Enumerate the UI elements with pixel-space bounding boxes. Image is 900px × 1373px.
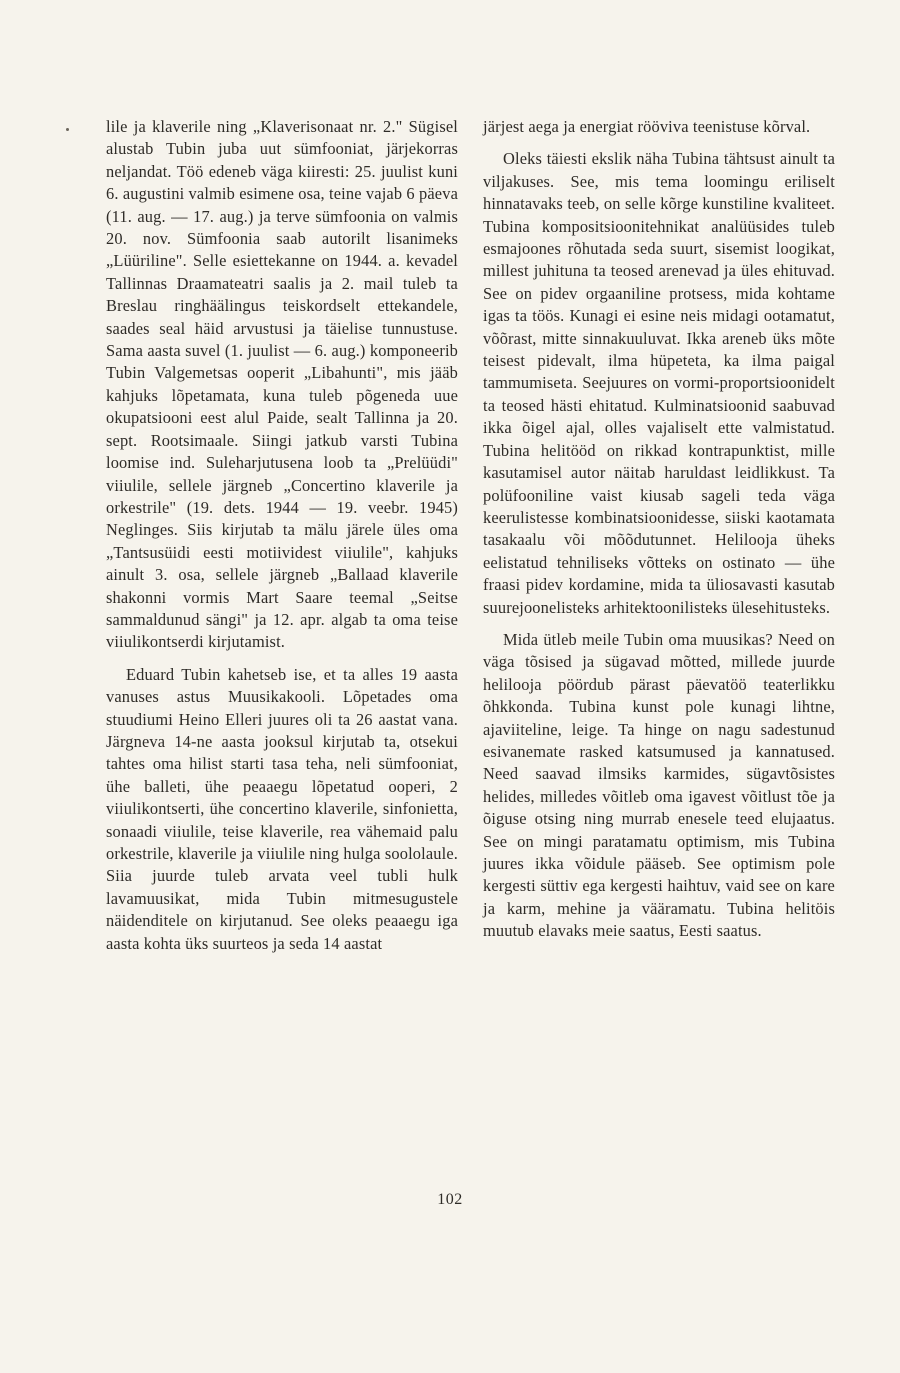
left-text-column <box>106 116 458 955</box>
right-text-column <box>483 116 835 943</box>
paragraph-left-1: lile ja klaverile ning „Klaverisonaat nr. 2." Sügisel alustab Tubin juba uut sümfooniat, järjekorras neljandat. Töö edeneb väga kiiresti: 25. juulist kuni 6. augustini valmib esimene osa, teine vajab 6 päeva (11. aug. — 17. aug.) ja terve sümfoonia on valmis 20. nov. Sümfoonia saab autorilt lisanimeks „Lüüriline". Selle esiettekanne on 1944. a. kevadel Tallinnas Draamateatri saalis ja 2. mail tuleb ta Breslau ringhäälingus teiskordselt ettekandele, saades seal häid arvustusi ja täielise tunnustuse. Sama aasta suvel (1. juulist — 6. aug.) komponeerib Tubin Valgemetsas ooperit „Libahunti", mis jääb kahjuks lõpetamata, kuna tuleb põgeneda uue okupatsiooni eest alul Paide, sealt Tallinna ja 20. sept. Rootsimaale. Siingi jatkub varsti Tubina loomise ind. Suleharjutusena loob ta „Prelüüdi" viiulile, sellele järgneb „Concertino klaverile ja orkestrile" (19. dets. 1944 — 19. veebr. 1945) Neglinges. Siis kirjutab ta mälu järele üles oma „Tantsusüidi eesti motiividest viiulile", kahjuks ainult 3. osa, sellele järgneb „Ballaad klaverile shakonni vormis Mart Saare teemal „Seitse sammaldunud sängi" ja 12. apr. algab ta oma teise viiulikontserdi kirjutamist. <box>106 117 458 652</box>
paragraph-right-2: Oleks täiesti ekslik näha Tubina tähtsust ainult ta viljakuses. See, mis tema loomingu eriliselt hinnatavaks teeb, on selle kõrge kunstiline kvaliteet. Tubina kompositsioonitehnikat analüüsides tuleb esmajoones rõhutada seda suurt, sisemist loogikat, millest juhituna ta teosed arenevad ja üles ehituvad. See on pidev orgaaniline protsess, mida kohtame igas ta töös. Kunagi ei esine neis midagi ootamatut, võõrast, mitte sinnakuuluvat. Ikka areneb üks mõte teisest pidevalt, ilma hüpeteta, ka ilma paigal tammumiseta. Seejuures on vormi-proportsioonidelt ta teosed hästi ehitatud. Kulminatsioonid saabuvad ikka õigel ajal, olles vajaliselt ette valmistatud. Tubina helitööd on rikkad kontrapunktist, mille kasutamisel autor näitab haruldast leidlikkust. Ta polüfooniline vaist kiusab sageli teda väga keerulistesse kombinatsioonidesse, siiski kaotamata tasakaalu või mõõdutunnet. Helilooja üheks eelistatud tehniliseks võtteks on ostinato — ühe fraasi pidev kordamine, mida ta üliosavasti kasutab suurejoonelisteks arhitektoonilisteks ülesehitusteks. <box>483 149 835 617</box>
paragraph-right-1: järjest aega ja energiat rööviva teenistuse kõrval. <box>483 117 811 136</box>
page-number: 102 <box>437 1191 463 1208</box>
paragraph-left-2: Eduard Tubin kahetseb ise, et ta alles 19 aasta vanuses astus Muusikakooli. Lõpetades oma stuudiumi Heino Elleri juures oli ta 26 aastat vana. Järgneva 14-ne aasta jooksul kirjutab ta, otsekui tahtes oma hilist starti tasa teha, neli sümfooniat, ühe balleti, ühe peaaegu lõpetatud ooperi, 2 viiulikontserti, ühe concertino klaverile, sinfonietta, sonaadi viiulile, teise klaverile, rea vähemaid palu orkestrile, klaverile ja viiulile ning hulga soololaule. Siia juurde tuleb arvata veel tubli hulk lavamuusikat, mida Tubin mitmesugustele näidenditele on kirjutanud. See oleks peaaegu iga aasta kohta üks suurteos ja seda 14 aastat <box>106 664 458 953</box>
paper-speck <box>66 128 69 131</box>
paragraph-right-3: Mida ütleb meile Tubin oma muusikas? Need on väga tõsised ja sügavad mõtted, millede juurde helilooja pöördub pärast päevatöö teaterlikku õhkkonda. Tubina kunst pole kunagi lihtne, ajaviiteline, leige. Ta hinge on nagu sadestunud esivanemate rasked katsumused ja kannatused. Need saavad ilmsiks karmides, sügavtõsistes helides, milledes võitleb oma igavest võitlust tõe ja õiguse otsing ning murrab enesele teed elujaatus. See on mingi paratamatu optimism, mis Tubina juures ikka võidule pääseb. See optimism pole kergesti süttiv ega kergesti haihtuv, vaid see on kare ja karm, mehine ja vääramatu. Tubina helitöis muutub elavaks meie saatus, Eesti saatus. <box>483 629 835 941</box>
